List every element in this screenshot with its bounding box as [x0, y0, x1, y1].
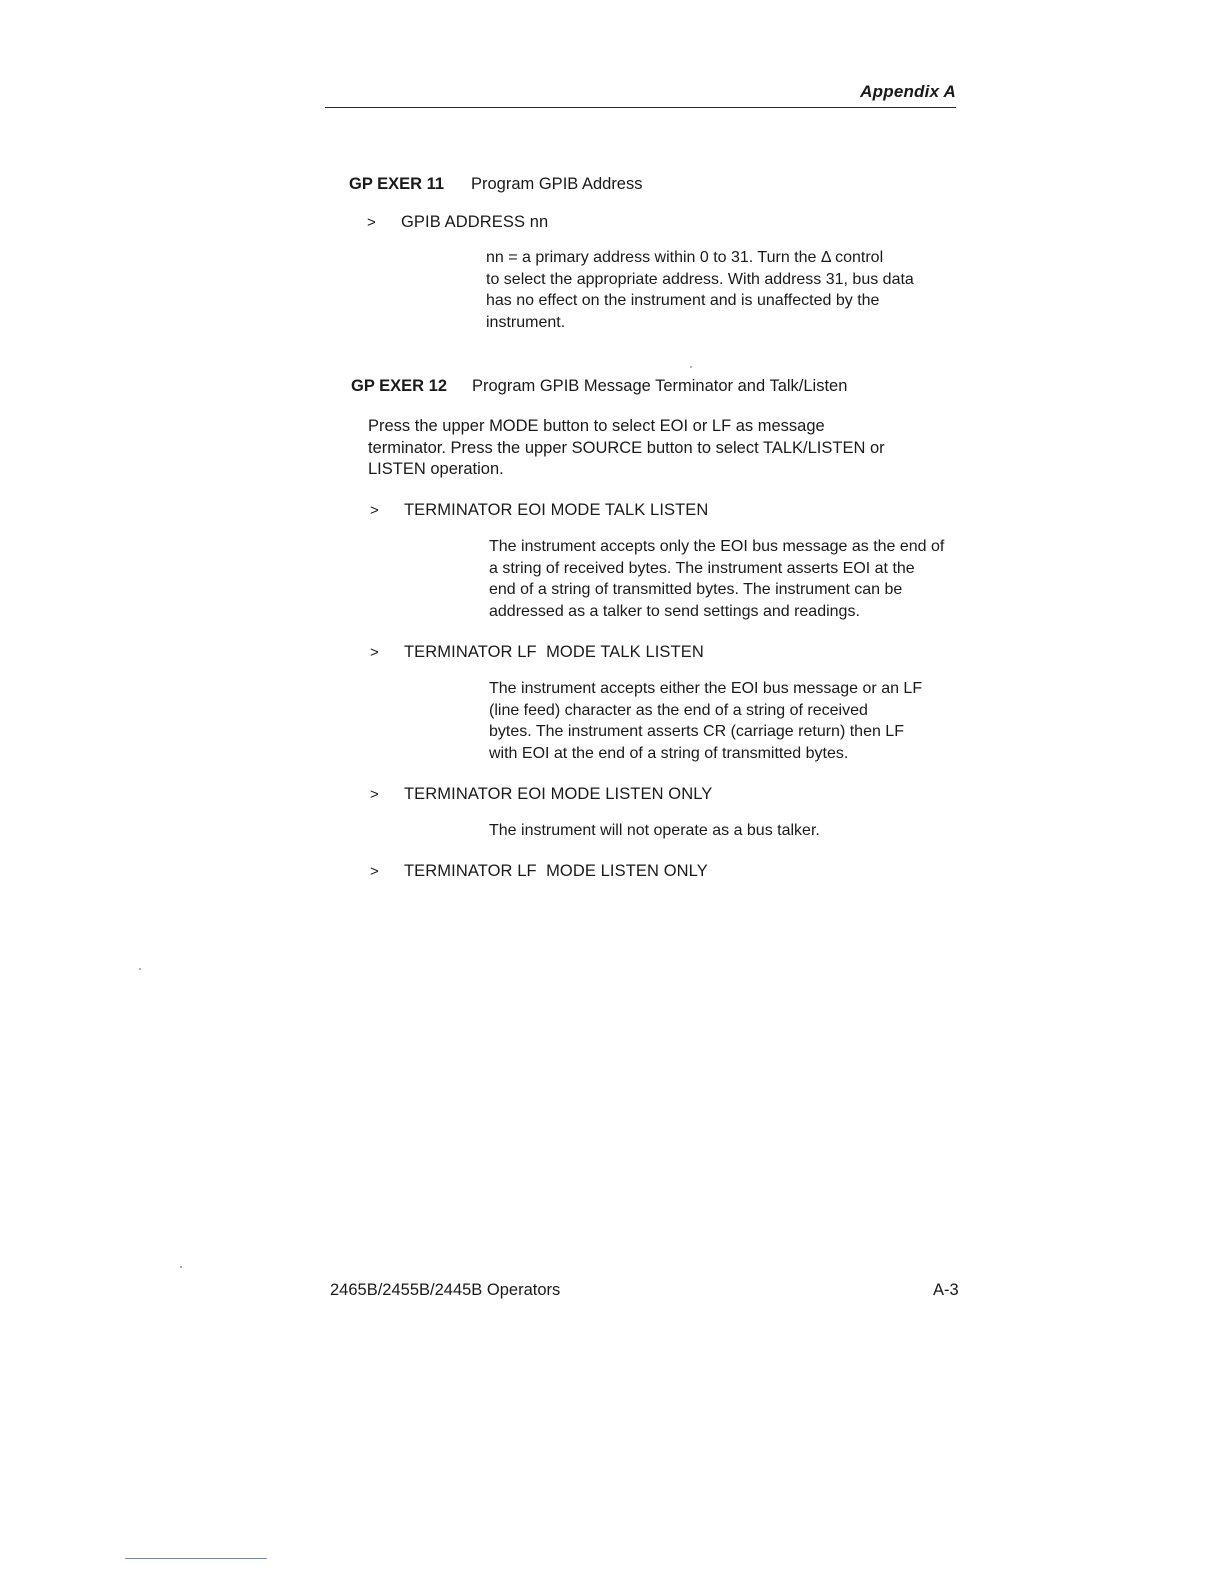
command-text: TERMINATOR LF MODE TALK LISTEN: [404, 643, 704, 661]
command-description: [486, 247, 956, 333]
command-text: TERMINATOR EOI MODE TALK LISTEN: [404, 501, 709, 519]
intro-line: terminator. Press the upper SOURCE button to select TALK/LISTEN or: [368, 438, 885, 457]
description-line: The instrument will not operate as a bus talker.: [489, 822, 820, 839]
description-line: end of a string of transmitted bytes. The instrument can be: [489, 581, 903, 598]
prompt-symbol: >: [370, 863, 379, 880]
intro-line: LISTEN operation.: [368, 460, 504, 478]
description-line: (line feed) character as the end of a string of received: [489, 701, 868, 719]
description-line: bytes. The instrument asserts CR (carriage return) then LF: [489, 723, 904, 740]
command-description: [489, 678, 969, 764]
section-title: Program GPIB Message Terminator and Talk/Listen: [472, 377, 848, 395]
scan-speck: [690, 366, 692, 368]
command-terminator-lf-listen-only: [370, 862, 708, 881]
intro-line: Press the upper MODE button to select EOI or LF as message: [368, 417, 825, 435]
description-line: The instrument accepts only the EOI bus message as the end of: [489, 538, 945, 555]
scan-speck: [139, 968, 141, 970]
bottom-edge-rule: [125, 1558, 267, 1559]
command-text: GPIB ADDRESS nn: [401, 213, 549, 231]
description-line: The instrument accepts either the EOI bus message or an LF: [489, 680, 923, 697]
command-description: [489, 536, 969, 622]
command-text: TERMINATOR EOI MODE LISTEN ONLY: [404, 785, 713, 803]
scan-speck: [180, 1266, 182, 1268]
description-line: nn = a primary address within 0 to 31. Turn the Δ control: [486, 249, 884, 266]
footer-page-number: A-3: [933, 1281, 959, 1299]
description-line: instrument.: [486, 313, 566, 331]
command-text: TERMINATOR LF MODE LISTEN ONLY: [404, 862, 708, 880]
description-line: has no effect on the instrument and is unaffected by the: [486, 292, 880, 309]
running-header: Appendix A: [860, 82, 956, 101]
command-terminator-lf-talk-listen: [370, 643, 704, 662]
command-gpib-address: [367, 213, 548, 232]
section-code: GP EXER 11: [349, 175, 445, 193]
description-line: a string of received bytes. The instrument asserts EOI at the: [489, 559, 915, 577]
command-terminator-eoi-talk-listen: [370, 501, 708, 520]
section-heading-gp-exer-12: [351, 377, 847, 396]
footer-manual-title: 2465B/2455B/2445B Operators: [330, 1281, 561, 1299]
header-rule: [325, 107, 956, 108]
prompt-symbol: >: [367, 214, 376, 231]
section-heading-gp-exer-11: [349, 175, 643, 194]
prompt-symbol: >: [370, 786, 379, 803]
command-description: [489, 820, 969, 842]
command-terminator-eoi-listen-only: [370, 785, 712, 804]
section-intro-paragraph: [368, 416, 928, 481]
description-line: addressed as a talker to send settings and readings.: [489, 602, 860, 620]
prompt-symbol: >: [370, 644, 379, 661]
section-code: GP EXER 12: [351, 377, 447, 395]
prompt-symbol: >: [370, 502, 379, 519]
description-line: with EOI at the end of a string of transmitted bytes.: [489, 744, 849, 762]
description-line: to select the appropriate address. With address 31, bus data: [486, 270, 914, 288]
section-title: Program GPIB Address: [471, 175, 643, 193]
